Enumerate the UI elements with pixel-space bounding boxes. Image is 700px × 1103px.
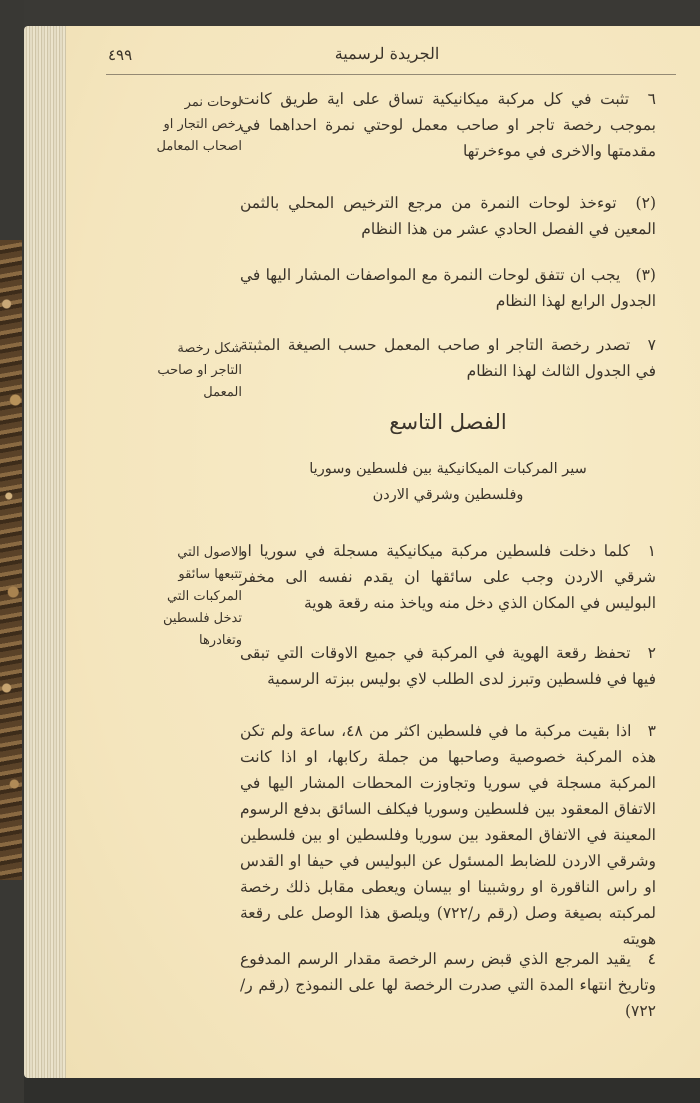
paragraph-number: ٧ <box>647 336 656 354</box>
book-cover-top <box>0 0 700 28</box>
book-page <box>66 26 700 1078</box>
header-title: الجريدة لرسمية <box>334 44 440 63</box>
paragraph-text: يجب ان تتفق لوحات النمرة مع المواصفات المشار اليها في الجدول الرابع لهذا النظام <box>240 266 656 310</box>
paragraph-number: (٣) <box>635 266 656 284</box>
paragraph-number: ٣ <box>647 722 656 740</box>
paragraph-number: (٢) <box>635 194 656 212</box>
header-rule <box>106 74 676 75</box>
paragraph-3 <box>240 718 656 952</box>
chapter-subtitle-line-2: وفلسطين وشرقي الاردن <box>372 487 524 503</box>
paragraph-number: ١ <box>647 542 656 560</box>
paragraph-6 <box>240 86 656 164</box>
paragraph-text: توءخذ لوحات النمرة من مرجع الترخيص المحلي بالثمن المعين في الفصل الحادي عشر من هذا النظام <box>240 194 656 238</box>
paragraph-number: ٤ <box>647 950 656 968</box>
paragraph-text: اذا بقيت مركبة ما في فلسطين اكثر من ٤٨، ساعة ولم تكن هذه المركبة خصوصية وصاحبها من جملة ركابها، او اذا كانت المركبة مسجلة في سوريا وتجاوزت المحطات المشار اليها في الاتفاق المعقود بين فلسطين وسوريا فيكلف السائق بدفع الرسوم المعينة في الاتفاق المعقود بين سوريا وفلسطين او بين فلسطين وشرقي الاردن للضابط المسئول عن البوليس في حيفا او القدس او راس الناقورة او روشبينا او بيسان ويعطى مقابل ذلك رخصة لمركبته بصيغة وصل (رقم ر/٧٢٢) ويلصق هذا الوصل على رقعة هويته <box>240 722 657 948</box>
paragraph-number: ٢ <box>647 644 656 662</box>
paragraph-text: كلما دخلت فلسطين مركبة ميكانيكية مسجلة في سوريا او شرقي الاردن وجب على سائقها ان يقدم نفسه الى مخفر البوليس في المكان الذي دخل منه وياخذ منه رقعة هوية <box>240 542 656 612</box>
chapter-subtitle <box>240 456 656 508</box>
chapter-subtitle-line-1: سير المركبات الميكانيكية بين فلسطين وسوريا <box>309 461 587 477</box>
marbled-cover-edge <box>0 240 22 880</box>
paragraph-4 <box>240 946 656 1024</box>
paragraph-7 <box>240 332 656 384</box>
chapter-title: الفصل التاسع <box>389 410 507 434</box>
paragraph-text: يقيد المرجع الذي قبض رسم الرخصة مقدار الرسم المدفوع وتاريخ انتهاء المدة التي صدرت الرخصة لها على النموذج (رقم ر/ ٧٢٢) <box>240 950 656 1020</box>
running-header <box>102 44 672 70</box>
paragraph-6-2 <box>240 190 656 242</box>
paragraph-6-3 <box>240 262 656 314</box>
margin-note-entry-procedure: الاصول التي تتبعها سائقو المركبات التي تدخل فلسطين وتغادرها <box>162 545 242 648</box>
paragraph-2 <box>240 640 656 692</box>
page-stack-edges <box>24 26 68 1078</box>
paragraph-text: تصدر رخصة التاجر او صاحب المعمل حسب الصيغة المثبتة في الجدول الثالث لهذا النظام <box>240 336 656 380</box>
paragraph-text: تثبت في كل مركبة ميكانيكية تساق على اية طريق كانت بموجب رخصة تاجر او صاحب معمل لوحتي نمرة احداهما في مقدمتها والاخرى في موءخرتها <box>240 90 656 160</box>
margin-note-plates: لوحات نمر رخص التجار او اصحاب المعامل <box>156 95 242 154</box>
paragraph-1 <box>240 538 656 616</box>
paragraph-text: تحفظ رقعة الهوية في المركبة في جميع الاوقات التي تبقى فيها في فلسطين وتبرز لدى الطلب لاي بوليس ببزته الرسمية <box>240 644 656 688</box>
page-number: ٤٩٩ <box>108 46 133 64</box>
margin-note-license-form: شكل رخصة التاجر او صاحب المعمل <box>157 341 242 400</box>
paragraph-number: ٦ <box>647 90 656 108</box>
